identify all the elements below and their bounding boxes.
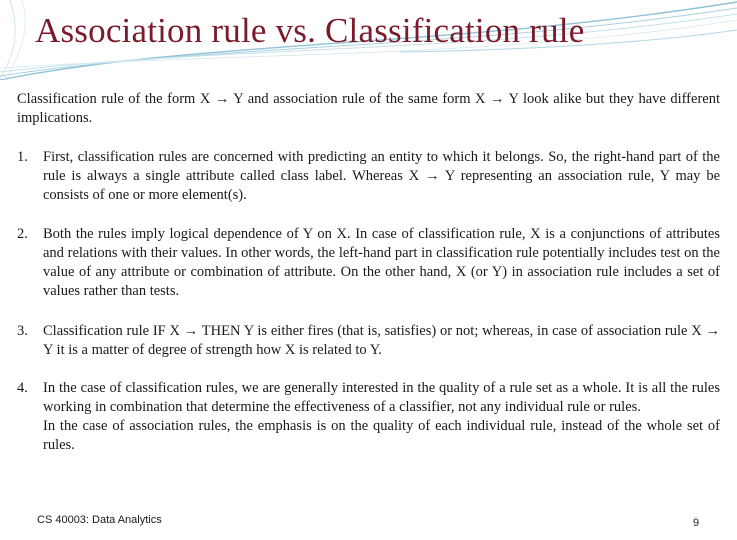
list-item-1	[17, 148, 720, 205]
list-item-4	[17, 379, 720, 455]
list-item-text-continued: In the case of association rules, the emphasis is on the quality of each individual rule, instead of the whole set of rules.	[43, 418, 720, 453]
slide-title: Association rule vs. Classification rule	[35, 11, 585, 50]
list-item-3	[17, 322, 720, 360]
page-number: 9	[693, 517, 700, 529]
list-item-2	[17, 225, 720, 301]
list-item-text: First, classification rules are concerned with predicting an entity to which it belongs. So, the right-hand part of the rule is always a single attribute called class label. Whereas X → Y representing an association rule, Y may be consists of one or more element(s).	[43, 149, 720, 203]
list-item-text: Both the rules imply logical dependence of Y on X. In case of classification rule, X is a conjunctions of attributes and relations with their values. In other words, the left-hand part in classification rule potentially includes test on the value of any attribute or combination of attribute. On the other hand, X (or Y) in association rule includes a set of values rather than tests.	[43, 226, 720, 299]
list-item-text: In the case of classification rules, we are generally interested in the quality of a rule set as a whole. It is all the rules working in combination that determine the effectiveness of a classifier, not any individual rule or rules.	[43, 380, 720, 415]
intro-paragraph: Classification rule of the form X → Y and association rule of the same form X → Y look alike but they have different implications.	[17, 91, 720, 126]
list-item-text: Classification rule IF X → THEN Y is either fires (that is, satisfies) or not; whereas, in case of association rule X → Y it is a matter of degree of strength how X is related to Y.	[43, 323, 720, 358]
list-item-number: 2.	[17, 226, 28, 242]
list-item-number: 4.	[17, 380, 28, 396]
footer-course-label: CS 40003: Data Analytics	[37, 514, 162, 526]
list-item-number: 1.	[17, 149, 28, 165]
list-item-number: 3.	[17, 323, 28, 339]
